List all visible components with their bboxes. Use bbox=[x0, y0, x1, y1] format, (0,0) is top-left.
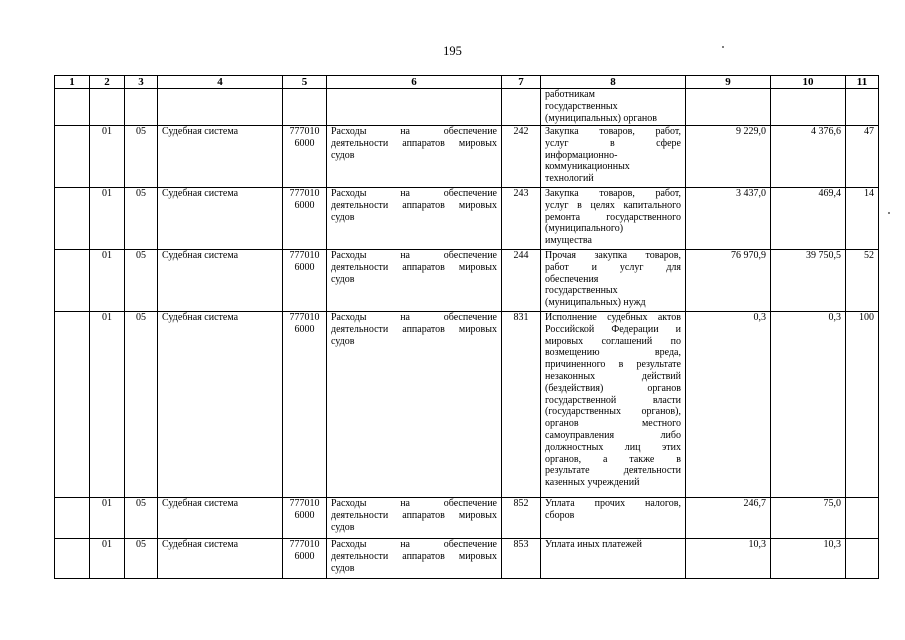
execution-percent: 100 bbox=[846, 312, 879, 498]
planned-amount: 9 229,0 bbox=[686, 126, 771, 188]
expense-type-name: Уплата прочих налогов, сборов bbox=[541, 498, 686, 539]
executed-amount: 0,3 bbox=[771, 312, 846, 498]
planned-amount: 246,7 bbox=[686, 498, 771, 539]
column-header: 6 bbox=[327, 76, 502, 89]
execution-percent bbox=[846, 539, 879, 579]
target-article-code: 777010 6000 bbox=[283, 539, 327, 579]
article-name: Расходы на обеспечение деятельности аппаратов мировых судов bbox=[327, 539, 502, 579]
cell-col1 bbox=[55, 126, 90, 188]
header-row bbox=[55, 76, 879, 89]
execution-percent: 52 bbox=[846, 250, 879, 312]
planned-amount: 3 437,0 bbox=[686, 188, 771, 250]
executed-amount: 75,0 bbox=[771, 498, 846, 539]
column-header: 8 bbox=[541, 76, 686, 89]
column-header: 5 bbox=[283, 76, 327, 89]
continuation-row bbox=[55, 89, 879, 126]
section-code: 01 bbox=[90, 498, 125, 539]
subsection-code: 05 bbox=[125, 498, 158, 539]
executed-amount: 39 750,5 bbox=[771, 250, 846, 312]
section-code: 01 bbox=[90, 126, 125, 188]
section-name: Судебная система bbox=[158, 539, 283, 579]
article-name: Расходы на обеспечение деятельности аппаратов мировых судов bbox=[327, 312, 502, 498]
column-header: 2 bbox=[90, 76, 125, 89]
planned-amount: 76 970,9 bbox=[686, 250, 771, 312]
expense-type-name: Закупка товаров, работ, услуг в целях капитального ремонта государственного (муниципального) имущества bbox=[541, 188, 686, 250]
section-name: Судебная система bbox=[158, 498, 283, 539]
scan-speck bbox=[888, 212, 890, 214]
column-header: 1 bbox=[55, 76, 90, 89]
budget-table bbox=[54, 75, 879, 579]
column-header: 9 bbox=[686, 76, 771, 89]
target-article-code: 777010 6000 bbox=[283, 498, 327, 539]
table-row bbox=[55, 126, 879, 188]
expense-type-code: 243 bbox=[502, 188, 541, 250]
section-name: Судебная система bbox=[158, 250, 283, 312]
target-article-code: 777010 6000 bbox=[283, 312, 327, 498]
section-name: Судебная система bbox=[158, 126, 283, 188]
page-number: 195 bbox=[443, 44, 462, 58]
scan-speck bbox=[722, 46, 724, 48]
section-code: 01 bbox=[90, 250, 125, 312]
executed-amount: 10,3 bbox=[771, 539, 846, 579]
planned-amount: 0,3 bbox=[686, 312, 771, 498]
table-row bbox=[55, 312, 879, 498]
subsection-code: 05 bbox=[125, 188, 158, 250]
subsection-code: 05 bbox=[125, 250, 158, 312]
target-article-code: 777010 6000 bbox=[283, 250, 327, 312]
expense-type-name: Уплата иных платежей bbox=[541, 539, 686, 579]
cell-col1 bbox=[55, 312, 90, 498]
subsection-code: 05 bbox=[125, 312, 158, 498]
section-code: 01 bbox=[90, 539, 125, 579]
column-header: 4 bbox=[158, 76, 283, 89]
subsection-code: 05 bbox=[125, 126, 158, 188]
execution-percent bbox=[846, 498, 879, 539]
execution-percent: 47 bbox=[846, 126, 879, 188]
column-header: 11 bbox=[846, 76, 879, 89]
expense-type-name: Исполнение судебных актов Российской Федерации и мировых соглашений по возмещению вреда, причиненного в результате незаконных действий (бездействия) органов государственной власти (государственных органов), органов местного самоуправления либо должностных лиц этих органов, а также в результате деятельности казенных учреждений bbox=[541, 312, 686, 498]
target-article-code: 777010 6000 bbox=[283, 188, 327, 250]
section-name: Судебная система bbox=[158, 312, 283, 498]
table-row bbox=[55, 539, 879, 579]
article-name: Расходы на обеспечение деятельности аппаратов мировых судов bbox=[327, 250, 502, 312]
section-code: 01 bbox=[90, 312, 125, 498]
executed-amount: 4 376,6 bbox=[771, 126, 846, 188]
continuation-text: работникам государственных (муниципальных) органов bbox=[541, 89, 686, 126]
table-row bbox=[55, 250, 879, 312]
expense-type-code: 831 bbox=[502, 312, 541, 498]
column-header: 7 bbox=[502, 76, 541, 89]
section-code: 01 bbox=[90, 188, 125, 250]
expense-type-code: 244 bbox=[502, 250, 541, 312]
expense-type-name: Прочая закупка товаров, работ и услуг для обеспечения государственных (муниципальных) нужд bbox=[541, 250, 686, 312]
cell-col1 bbox=[55, 250, 90, 312]
article-name: Расходы на обеспечение деятельности аппаратов мировых судов bbox=[327, 498, 502, 539]
table-row bbox=[55, 188, 879, 250]
column-header: 10 bbox=[771, 76, 846, 89]
cell-col1 bbox=[55, 498, 90, 539]
article-name: Расходы на обеспечение деятельности аппаратов мировых судов bbox=[327, 188, 502, 250]
planned-amount: 10,3 bbox=[686, 539, 771, 579]
expense-type-code: 242 bbox=[502, 126, 541, 188]
expense-type-code: 853 bbox=[502, 539, 541, 579]
table-row bbox=[55, 498, 879, 539]
expense-type-code: 852 bbox=[502, 498, 541, 539]
cell-col1 bbox=[55, 539, 90, 579]
execution-percent: 14 bbox=[846, 188, 879, 250]
section-name: Судебная система bbox=[158, 188, 283, 250]
executed-amount: 469,4 bbox=[771, 188, 846, 250]
cell-col1 bbox=[55, 188, 90, 250]
subsection-code: 05 bbox=[125, 539, 158, 579]
article-name: Расходы на обеспечение деятельности аппаратов мировых судов bbox=[327, 126, 502, 188]
target-article-code: 777010 6000 bbox=[283, 126, 327, 188]
expense-type-name: Закупка товаров, работ, услуг в сфере информационно- коммуникационных технологий bbox=[541, 126, 686, 188]
column-header: 3 bbox=[125, 76, 158, 89]
